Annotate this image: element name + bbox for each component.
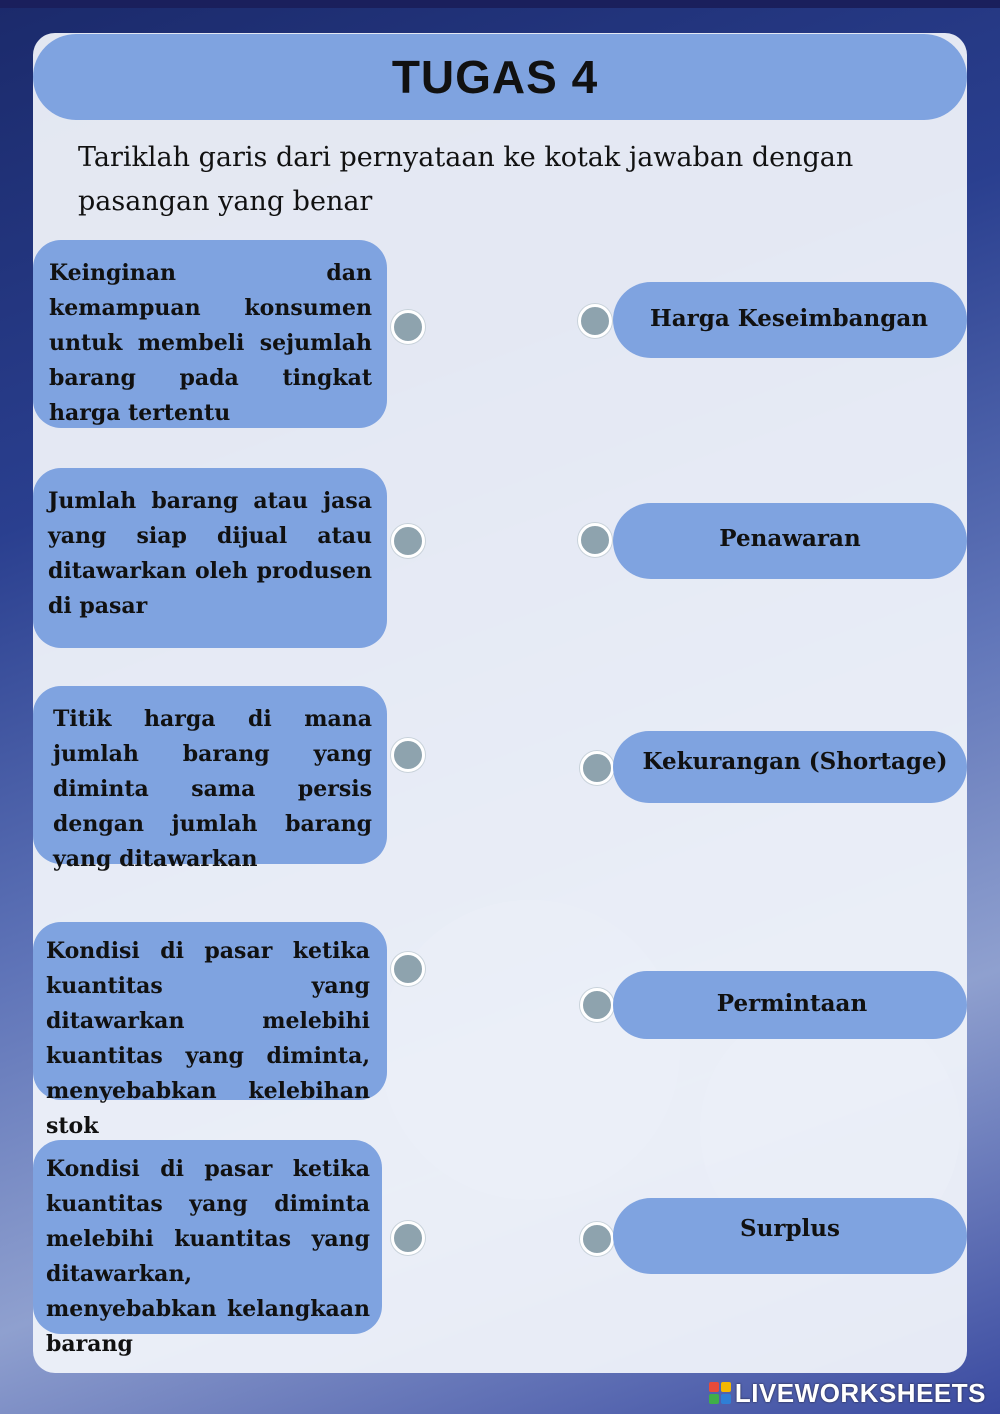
footer-logo xyxy=(709,1378,986,1408)
statement-box: Keinginan dan kemampuan konsumen untuk membeli sejumlah barang pada tingkat harga tertentu xyxy=(33,240,387,428)
answer-connector-dot[interactable] xyxy=(580,1222,614,1256)
answer-box xyxy=(613,971,967,1039)
answer-connector-dot[interactable] xyxy=(580,988,614,1022)
statement-connector-dot[interactable] xyxy=(391,310,425,344)
statement-box: Titik harga di mana jumlah barang yang diminta sama persis dengan jumlah barang yang ditawarkan xyxy=(33,686,387,864)
statement-box: Kondisi di pasar ketika kuantitas yang diminta melebihi kuantitas yang ditawarkan, menyebabkan kelangkaan barang xyxy=(33,1140,382,1334)
answer-label: Surplus xyxy=(740,1214,840,1242)
answer-box xyxy=(613,503,967,579)
footer-brand: LIVEWORKSHEETS xyxy=(734,1377,986,1408)
statement-connector-dot[interactable] xyxy=(391,952,425,986)
liveworksheets-logo-icon xyxy=(709,1382,731,1404)
answer-label: Harga Keseimbangan xyxy=(650,304,928,332)
statement-box: Jumlah barang atau jasa yang siap dijual atau ditawarkan oleh produsen di pasar xyxy=(33,468,387,648)
title-bar xyxy=(33,34,967,120)
statement-connector-dot[interactable] xyxy=(391,524,425,558)
answer-label: Permintaan xyxy=(716,989,868,1017)
statement-connector-dot[interactable] xyxy=(391,1221,425,1255)
answer-box xyxy=(613,731,967,803)
answer-connector-dot[interactable] xyxy=(578,523,612,557)
answer-box xyxy=(613,282,967,358)
statement-box: Kondisi di pasar ketika kuantitas yang ditawarkan melebihi kuantitas yang diminta, menyebabkan kelebihan stok xyxy=(33,922,387,1100)
statement-connector-dot[interactable] xyxy=(391,738,425,772)
answer-label: Kekurangan (Shortage) xyxy=(642,747,948,775)
instruction-text: Tariklah garis dari pernyataan ke kotak jawaban dengan pasangan yang benar xyxy=(78,142,854,217)
answer-connector-dot[interactable] xyxy=(578,304,612,338)
top-strip xyxy=(0,0,1000,8)
answer-box xyxy=(613,1198,967,1274)
answer-connector-dot[interactable] xyxy=(580,751,614,785)
page-title: TUGAS 4 xyxy=(391,51,599,103)
answer-label: Penawaran xyxy=(719,524,861,552)
